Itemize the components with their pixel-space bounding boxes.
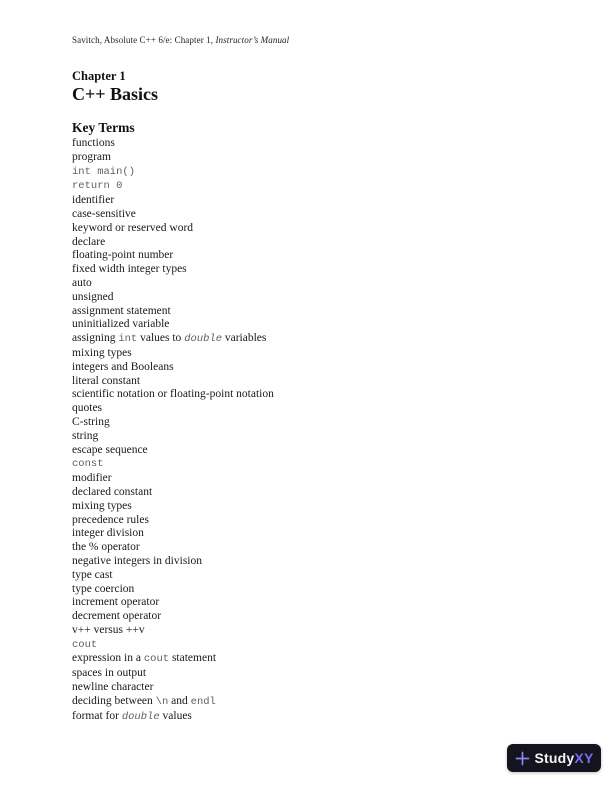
key-term: negative integers in division bbox=[72, 554, 202, 567]
running-header-regular: Savitch, Absolute C++ 6/e: Chapter 1, bbox=[72, 35, 216, 45]
key-term: auto bbox=[72, 276, 92, 289]
key-term: C-string bbox=[72, 415, 110, 428]
key-term: newline character bbox=[72, 681, 154, 694]
key-term: declared constant bbox=[72, 485, 153, 498]
key-term: type cast bbox=[72, 568, 113, 581]
plus-icon bbox=[515, 751, 530, 766]
key-term: keyword or reserved word bbox=[72, 221, 194, 234]
key-term: type coercion bbox=[72, 582, 135, 595]
key-term: string bbox=[72, 429, 99, 442]
key-term: assignment statement bbox=[72, 304, 171, 317]
key-term: int main() bbox=[72, 165, 136, 178]
running-header bbox=[72, 35, 289, 45]
key-term: decrement operator bbox=[72, 610, 162, 623]
key-term: integers and Booleans bbox=[72, 360, 174, 373]
running-header-italic: Instructor’s Manual bbox=[215, 35, 290, 45]
key-term: precedence rules bbox=[72, 513, 149, 526]
key-term: floating-point number bbox=[72, 249, 174, 262]
chapter-title: C++ Basics bbox=[72, 84, 159, 104]
key-terms-heading: Key Terms bbox=[72, 120, 135, 135]
key-term: case-sensitive bbox=[72, 207, 136, 220]
brand-text-primary: Study bbox=[534, 750, 575, 766]
key-term: cout bbox=[72, 638, 98, 651]
key-term: deciding between \n and endl bbox=[72, 694, 216, 708]
key-term: fixed width integer types bbox=[72, 263, 187, 276]
chapter-block bbox=[72, 69, 158, 105]
chapter-label: Chapter 1 bbox=[72, 69, 126, 83]
key-term: program bbox=[72, 150, 111, 163]
key-term: assigning int values to double variables bbox=[72, 332, 267, 346]
key-term: quotes bbox=[72, 402, 103, 415]
key-term: escape sequence bbox=[72, 443, 148, 456]
key-term: mixing types bbox=[72, 346, 132, 359]
key-term: scientific notation or floating-point notation bbox=[72, 388, 274, 401]
key-term: return 0 bbox=[72, 180, 123, 193]
key-term: increment operator bbox=[72, 596, 160, 609]
key-term: const bbox=[72, 458, 104, 471]
key-term: expression in a cout statement bbox=[72, 652, 217, 666]
key-term: format for double values bbox=[72, 709, 192, 723]
key-term: modifier bbox=[72, 472, 112, 485]
key-term: spaces in output bbox=[72, 667, 147, 680]
key-term: v++ versus ++v bbox=[72, 623, 145, 636]
key-term: unsigned bbox=[72, 290, 114, 303]
key-term: integer division bbox=[72, 527, 144, 540]
brand-text-accent: XY bbox=[574, 750, 594, 766]
key-term: mixing types bbox=[72, 499, 132, 512]
key-term: identifier bbox=[72, 194, 115, 207]
brand-text bbox=[535, 750, 594, 766]
key-terms-list bbox=[72, 137, 502, 724]
key-term: literal constant bbox=[72, 374, 141, 387]
studyxy-logo-badge[interactable] bbox=[507, 744, 601, 772]
key-term: the % operator bbox=[72, 541, 140, 554]
key-term: uninitialized variable bbox=[72, 318, 170, 331]
key-term: declare bbox=[72, 235, 106, 248]
key-term: functions bbox=[72, 137, 115, 149]
